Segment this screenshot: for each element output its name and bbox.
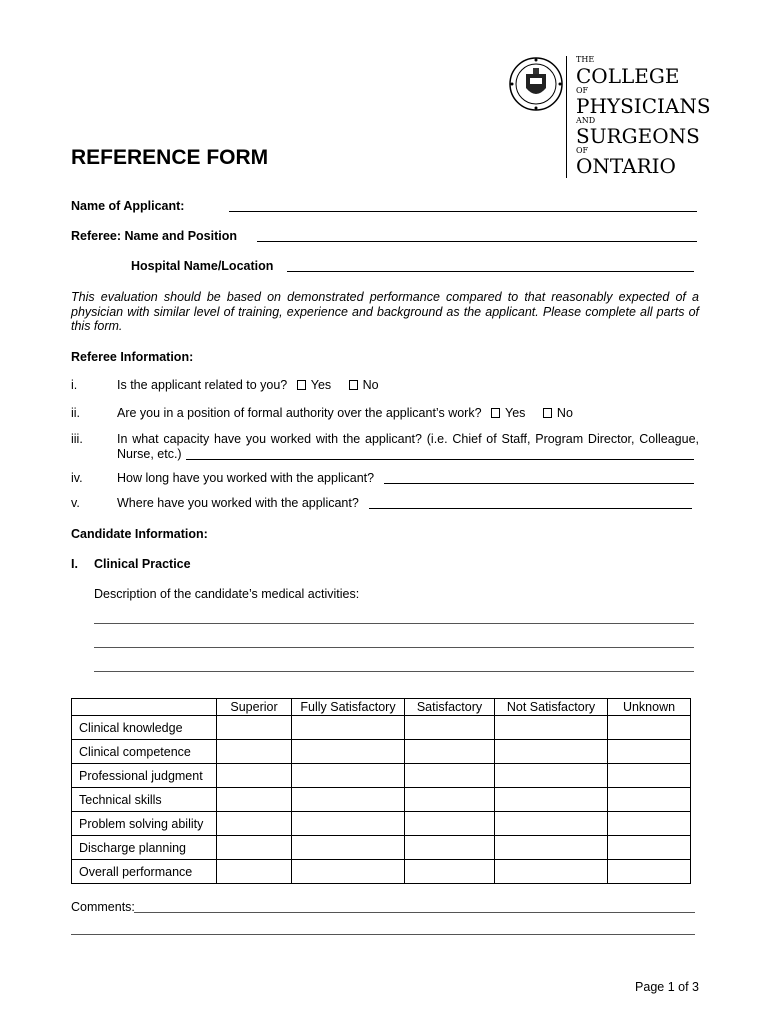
applicant-name-field[interactable] (229, 211, 697, 212)
duration-field[interactable] (384, 483, 694, 484)
rating-cell[interactable] (292, 740, 405, 764)
checkbox-icon[interactable] (543, 408, 552, 418)
related-no-label: No (362, 378, 379, 392)
rating-cell[interactable] (405, 788, 495, 812)
column-header: Satisfactory (405, 699, 495, 716)
authority-no-label: No (556, 406, 573, 420)
table-header-blank (72, 699, 217, 716)
rating-cell[interactable] (608, 860, 691, 884)
description-line-3[interactable] (94, 671, 694, 672)
column-header: Superior (217, 699, 292, 716)
description-line-1[interactable] (94, 623, 694, 624)
rating-cell[interactable] (292, 860, 405, 884)
comments-line-2[interactable] (71, 934, 695, 935)
rating-cell[interactable] (217, 860, 292, 884)
column-header: Not Satisfactory (495, 699, 608, 716)
hospital-label: Hospital Name/Location (131, 259, 274, 273)
capacity-field[interactable] (186, 459, 694, 460)
question-number-iii: iii. (71, 432, 83, 446)
logo-the: THE (576, 55, 595, 64)
criterion-label: Professional judgment (72, 764, 217, 788)
table-row (72, 764, 691, 788)
rating-cell[interactable] (292, 788, 405, 812)
table-row (72, 716, 691, 740)
question-number-ii: ii. (71, 406, 81, 420)
authority-yes-label: Yes (505, 406, 526, 420)
college-crest-logo (508, 56, 564, 112)
table-row (72, 740, 691, 764)
table-header-row (72, 699, 691, 716)
rating-cell[interactable] (217, 836, 292, 860)
rating-cell[interactable] (495, 788, 608, 812)
logo-divider (566, 56, 567, 178)
rating-cell[interactable] (217, 740, 292, 764)
question-capacity-text: In what capacity have you worked with the applicant? (i.e. Chief of Staff, Program Director, Colleague, Nurse, etc.) (117, 432, 699, 461)
section-number: I. (71, 557, 78, 571)
rating-cell[interactable] (292, 716, 405, 740)
page-title: REFERENCE FORM (71, 146, 269, 169)
column-header: Unknown (608, 699, 691, 716)
question-number-v: v. (71, 496, 80, 510)
question-number-i: i. (71, 378, 78, 392)
description-label: Description of the candidate’s medical activities: (94, 587, 360, 601)
ratings-table (71, 698, 691, 884)
description-line-2[interactable] (94, 647, 694, 648)
rating-cell[interactable] (405, 836, 495, 860)
table-row (72, 860, 691, 884)
logo-surgeons: SURGEONS (576, 124, 700, 148)
rating-cell[interactable] (608, 788, 691, 812)
related-yes-label: Yes (310, 378, 332, 392)
comments-line-1[interactable] (134, 912, 695, 913)
rating-cell[interactable] (495, 716, 608, 740)
rating-cell[interactable] (495, 764, 608, 788)
rating-cell[interactable] (608, 836, 691, 860)
question-number-iv: iv. (71, 471, 83, 485)
logo-ontario: ONTARIO (576, 154, 676, 178)
question-related-text: Is the applicant related to you? (117, 378, 288, 392)
logo-college: COLLEGE (576, 64, 680, 88)
logo-physicians: PHYSICIANS (576, 94, 711, 118)
rating-cell[interactable] (495, 740, 608, 764)
logo-and: AND (576, 116, 596, 125)
referee-name-field[interactable] (257, 241, 697, 242)
rating-cell[interactable] (608, 812, 691, 836)
location-field[interactable] (369, 508, 692, 509)
rating-cell[interactable] (608, 740, 691, 764)
logo-of-1: OF (576, 86, 589, 95)
criterion-label: Clinical competence (72, 740, 217, 764)
rating-cell[interactable] (217, 764, 292, 788)
question-related (117, 378, 379, 392)
table-row (72, 836, 691, 860)
column-header: Fully Satisfactory (292, 699, 405, 716)
rating-cell[interactable] (405, 716, 495, 740)
section-title-clinical-practice: Clinical Practice (94, 557, 191, 571)
referee-name-label: Referee: Name and Position (71, 229, 238, 243)
related-no-option[interactable] (349, 378, 379, 392)
instructions-paragraph: This evaluation should be based on demonstrated performance compared to that reasonably expected of a physician with similar level of training, experience and background as the applicant. Please complete all parts of this form. (71, 290, 699, 333)
rating-cell[interactable] (608, 716, 691, 740)
criterion-label: Technical skills (72, 788, 217, 812)
logo-of-2: OF (576, 146, 589, 155)
table-row (72, 812, 691, 836)
hospital-field[interactable] (287, 271, 694, 272)
candidate-info-heading: Candidate Information: (71, 527, 208, 541)
rating-cell[interactable] (405, 860, 495, 884)
table-row (72, 788, 691, 812)
logo-wordmark (576, 56, 711, 176)
rating-cell[interactable] (217, 788, 292, 812)
criterion-label: Clinical knowledge (72, 716, 217, 740)
checkbox-icon[interactable] (349, 380, 358, 390)
checkbox-icon[interactable] (491, 408, 500, 418)
question-duration-text: How long have you worked with the applicant? (117, 471, 375, 485)
rating-cell[interactable] (292, 836, 405, 860)
rating-cell[interactable] (292, 812, 405, 836)
rating-cell[interactable] (495, 860, 608, 884)
rating-cell[interactable] (405, 740, 495, 764)
criterion-label: Problem solving ability (72, 812, 217, 836)
referee-info-heading: Referee Information: (71, 350, 194, 364)
question-location-text: Where have you worked with the applicant? (117, 496, 359, 510)
comments-label: Comments: (71, 900, 135, 914)
question-authority (117, 406, 573, 420)
rating-cell[interactable] (608, 764, 691, 788)
rating-cell[interactable] (405, 764, 495, 788)
authority-no-option[interactable] (543, 406, 573, 420)
rating-cell[interactable] (217, 812, 292, 836)
question-authority-text: Are you in a position of formal authority over the applicant’s work? (117, 406, 482, 420)
page-number: Page 1 of 3 (635, 980, 699, 994)
related-yes-option[interactable] (297, 378, 331, 392)
rating-cell[interactable] (495, 812, 608, 836)
criterion-label: Overall performance (72, 860, 217, 884)
rating-cell[interactable] (495, 836, 608, 860)
criterion-label: Discharge planning (72, 836, 217, 860)
rating-cell[interactable] (217, 716, 292, 740)
applicant-name-label: Name of Applicant: (71, 199, 185, 213)
rating-cell[interactable] (292, 764, 405, 788)
checkbox-icon[interactable] (297, 380, 306, 390)
rating-cell[interactable] (405, 812, 495, 836)
authority-yes-option[interactable] (491, 406, 525, 420)
